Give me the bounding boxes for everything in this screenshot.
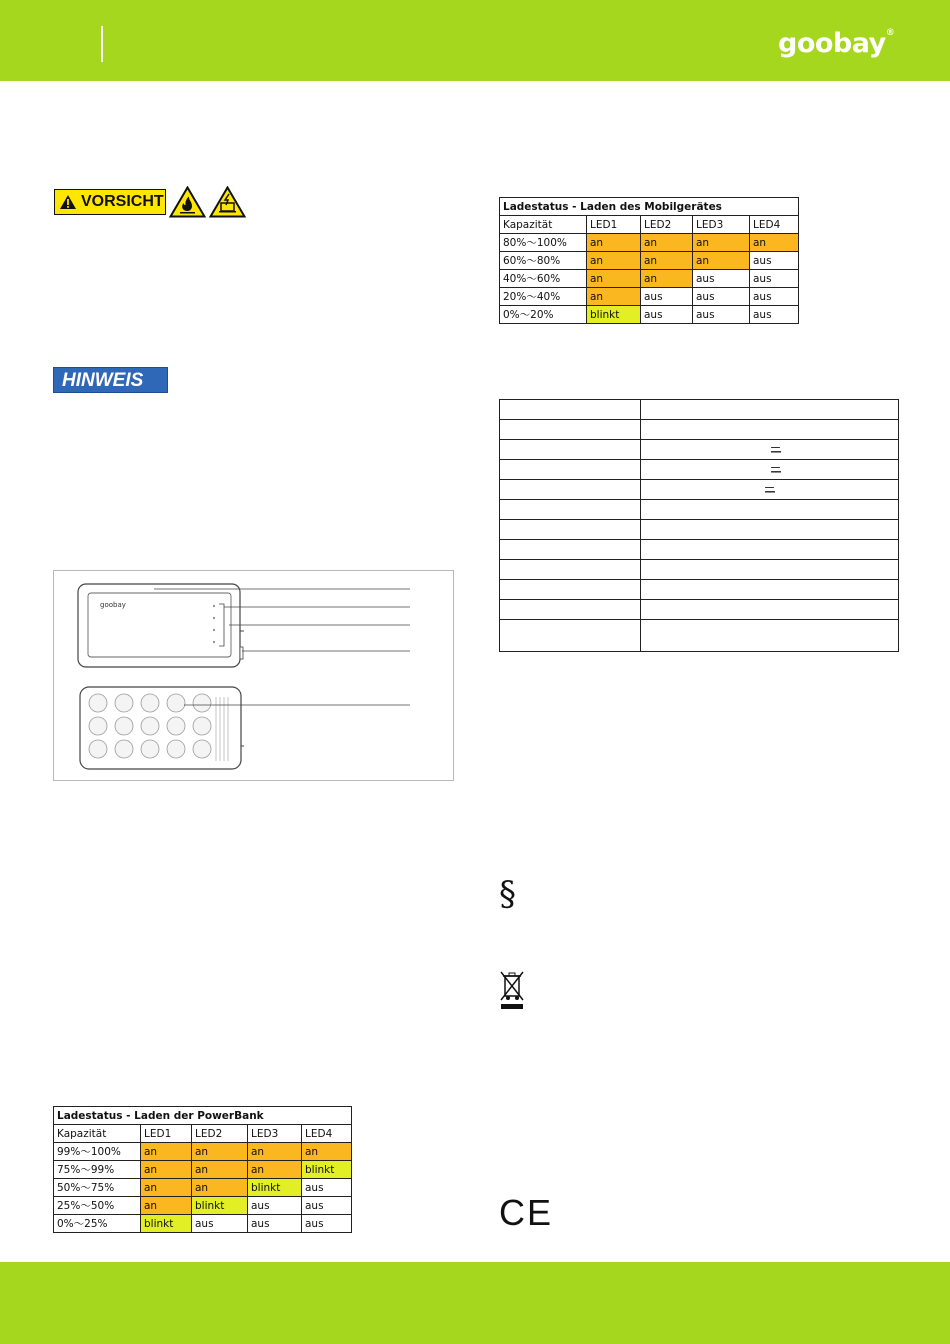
led-status-cell: aus [750,270,799,288]
led-status-cell: an [248,1161,302,1179]
column-header: LED1 [141,1125,192,1143]
column-header: LED2 [192,1125,248,1143]
column-header: LED3 [693,216,750,234]
table-row [54,1197,352,1215]
table-cell: 75%～99% [54,1161,141,1179]
table-cell: 0%～20% [500,306,587,324]
led-status-cell: an [302,1143,352,1161]
led-status-cell: an [641,252,693,270]
paragraph-symbol: § [499,874,516,914]
table-row [54,1179,352,1197]
led-status-cell: an [693,234,750,252]
table-row [500,520,899,540]
crossed-out-wheelie-bin-icon [500,970,524,1010]
table-row [500,580,899,600]
brand-name: goobay [778,28,886,59]
powerbank-drawing [54,571,453,780]
led-status-cell: blinkt [248,1179,302,1197]
table-row [500,420,899,440]
column-header: LED2 [641,216,693,234]
led-status-cell: an [587,270,641,288]
led-status-cell: an [141,1143,192,1161]
led-status-cell: aus [750,306,799,324]
table-row [54,1161,352,1179]
table-row [500,440,899,460]
table-row [54,1215,352,1233]
led-status-cell: an [641,270,693,288]
led-status-cell: aus [750,252,799,270]
table-cell: 40%～60% [500,270,587,288]
column-header: LED3 [248,1125,302,1143]
table-mobile-charge-status [499,197,799,324]
table-cell: 25%～50% [54,1197,141,1215]
table-cell: 20%～40% [500,288,587,306]
table-row [500,480,899,500]
table-cell: 0%～25% [54,1215,141,1233]
electric-battery-hazard-icon [209,186,246,218]
table-row [500,460,899,480]
fire-hazard-icon [169,186,206,218]
table-cell: 60%～80% [500,252,587,270]
led-status-cell: an [141,1161,192,1179]
led-status-cell: an [192,1179,248,1197]
device-illustration [53,570,454,781]
table-cell: 50%～75% [54,1179,141,1197]
led-status-cell: blinkt [587,306,641,324]
led-status-cell: aus [302,1215,352,1233]
led-status-cell: aus [302,1179,352,1197]
table-row [500,306,799,324]
dc-symbol-icon: ━━ [771,468,780,478]
led-status-cell: aus [693,288,750,306]
dc-symbol-icon: ━━ [771,448,780,458]
dc-symbol-icon: ━━ [765,488,774,498]
table-powerbank-charge-status [53,1106,352,1233]
led-status-cell: an [641,234,693,252]
table-row [500,600,899,620]
led-status-cell: aus [302,1197,352,1215]
led-status-cell: an [587,252,641,270]
led-status-cell: an [587,288,641,306]
hinweis-badge: HINWEIS [53,367,168,393]
table-cell: 80%～100% [500,234,587,252]
led-status-cell: an [141,1179,192,1197]
table-title: Ladestatus - Laden der PowerBank [54,1107,352,1125]
ce-mark: CE [499,1192,554,1233]
table-row [500,288,799,306]
table-row [500,252,799,270]
led-status-cell: aus [248,1197,302,1215]
vorsicht-badge [54,189,166,215]
table-title: Ladestatus - Laden des Mobilgerätes [500,198,799,216]
table-row [54,1143,352,1161]
brand-logo [778,28,894,59]
led-status-cell: an [248,1143,302,1161]
footer-bar [0,1262,950,1344]
led-status-cell: an [693,252,750,270]
led-status-cell: an [141,1197,192,1215]
column-header: LED4 [302,1125,352,1143]
table-row [500,500,899,520]
specification-table [499,399,899,652]
header-divider [101,26,103,62]
led-status-cell: an [750,234,799,252]
table-row [500,270,799,288]
warning-triangle-icon [59,194,77,210]
led-status-cell: aus [248,1215,302,1233]
led-status-cell: aus [641,288,693,306]
led-status-cell: aus [750,288,799,306]
column-header: LED1 [587,216,641,234]
device-logo: goobay [100,601,126,609]
column-header: Kapazität [500,216,587,234]
led-status-cell: aus [641,306,693,324]
led-status-cell: an [192,1143,248,1161]
column-header: LED4 [750,216,799,234]
table-row [500,400,899,420]
table-row [500,560,899,580]
vorsicht-label: VORSICHT [81,193,164,210]
led-status-cell: blinkt [192,1197,248,1215]
led-status-cell: aus [693,270,750,288]
led-status-cell: aus [192,1215,248,1233]
brand-registered-mark: ® [885,28,895,38]
table-cell: 99%～100% [54,1143,141,1161]
led-status-cell: an [587,234,641,252]
column-header: Kapazität [54,1125,141,1143]
led-status-cell: aus [693,306,750,324]
table-row [500,234,799,252]
table-row [500,620,899,652]
led-status-cell: blinkt [302,1161,352,1179]
table-row [500,540,899,560]
led-status-cell: blinkt [141,1215,192,1233]
led-status-cell: an [192,1161,248,1179]
header-bar [0,0,950,81]
